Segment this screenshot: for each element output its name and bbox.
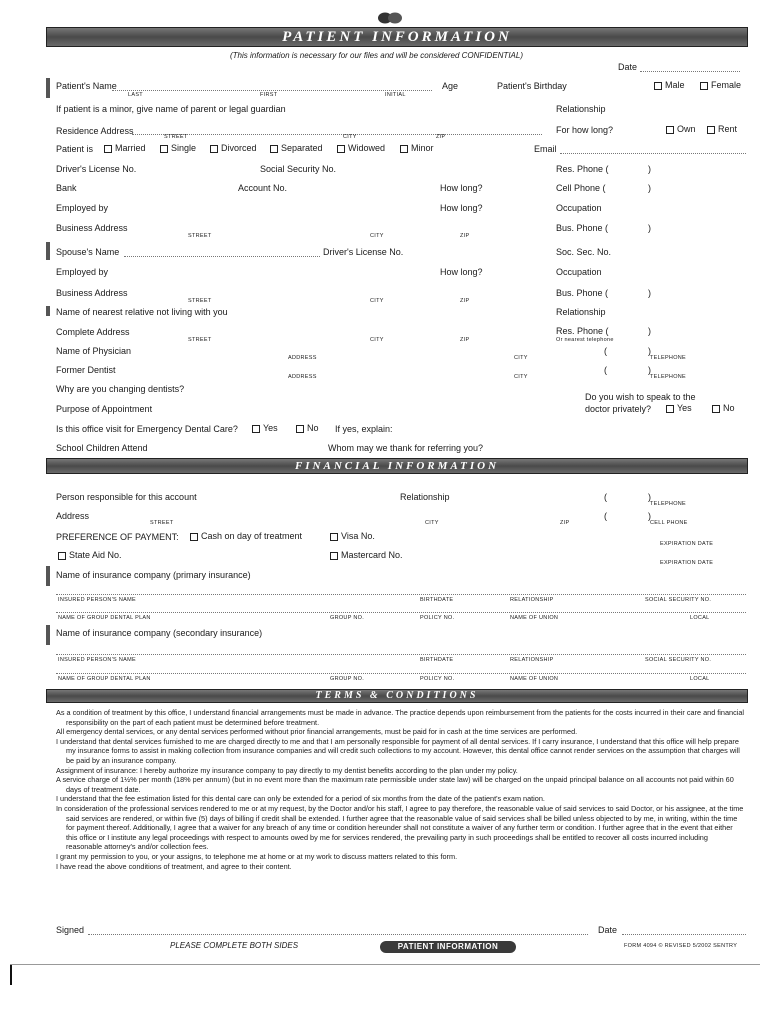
sub-label: POLICY NO. [420,615,455,621]
sub-label: RELATIONSHIP [510,597,554,603]
date-label: Date [618,62,638,72]
sub-label: LAST [128,92,143,98]
sub-label: CITY [370,337,384,343]
divorced-checkbox[interactable] [210,145,218,153]
sub-label: ZIP [436,134,446,140]
section-title: TERMS & CONDITIONS [315,690,479,701]
guardian-label: If patient is a minor, give name of parent or legal guardian [56,104,286,114]
birthday-label: Patient's Birthday [497,81,567,91]
cell-phone-label: Cell Phone ( [556,183,606,193]
state-aid-checkbox[interactable] [58,552,66,560]
sub-label: CELL PHONE [650,520,688,526]
paren: ) [648,223,651,233]
sub-label: GROUP NO. [330,676,365,682]
spouse-field[interactable] [124,256,320,257]
bus-phone-label: Bus. Phone ( [556,288,609,298]
option-label: No [307,423,319,433]
sub-label: NAME OF GROUP DENTAL PLAN [58,676,151,682]
option-label: Yes [677,403,692,413]
yes-checkbox[interactable] [666,405,674,413]
employed-label: Employed by [56,267,109,277]
sub-label: SOCIAL SECURITY NO. [645,597,712,603]
terms-text [56,708,746,871]
sub-label: STREET [188,233,212,239]
sub-label: POLICY NO. [420,676,455,682]
financial-banner [46,458,748,474]
signed-label: Signed [56,925,85,935]
sub-label: STREET [164,134,188,140]
terms-paragraph: Assignment of insurance: I hereby authorize my insurance company to pay directly to my dentist benefits according to the plan under my policy. [56,765,518,775]
relationship-label: Relationship [556,104,606,114]
section-title: FINANCIAL INFORMATION [294,460,500,472]
option-label: Yes [263,423,278,433]
option-label: Own [677,124,696,134]
paren: ) [648,365,651,375]
sub-label: INITIAL [385,92,406,98]
section-marker [46,566,50,586]
bus-phone-label: Bus. Phone ( [556,223,609,233]
page-title: PATIENT INFORMATION [282,29,512,45]
terms-paragraph: A service charge of 1½% per month (18% per annum) (but in no event more than the maximum rate permissible under state law) will be charged on the unpaid principal balance on all accounts not paid within 60 days of treatment date. [56,775,734,794]
sub-label: LOCAL [690,676,710,682]
yes-checkbox[interactable] [252,425,260,433]
edge-mark [10,965,12,985]
no-checkbox[interactable] [296,425,304,433]
nearest-relative-label: Name of nearest relative not living with you [56,307,228,317]
how-long-label: How long? [440,267,483,277]
male-option[interactable] [654,80,685,90]
primary-insurance-label: Name of insurance company (primary insurance) [56,570,251,580]
please-complete-note: PLEASE COMPLETE BOTH SIDES [170,941,299,950]
sub-label: LOCAL [690,615,710,621]
sub-label: ADDRESS [288,355,317,361]
option-label: State Aid No. [69,550,122,560]
terms-paragraph: In consideration of the professional services rendered to me or at my request, by the Doctor and/or his staff, I agree to pay therefore, the reasonable value of said services to said Doctor, or his assignee, at the time said services are rendered, or within five (5) days of billing if credit shall be extended. I further agree that the reasonable value of said services shall be billed unless objected to by me, in writing, within the time for payment thereof. Additionally, I agree that a waiver for any breach of any time or condition hereunder shall not constitute a waiver of any further term or condition. I further agree that in the event that either this office or I institute any legal proceedings with respect to amounts owed by me for services rendered, the prevailing party in such proceedings shall be entitled to recover all costs incurred including reasonable attorney's and/or collection fees. [56,803,744,852]
ssn-label: Social Security No. [260,164,337,174]
sub-label: RELATIONSHIP [510,657,554,663]
how-long-label: For how long? [556,125,614,135]
email-label: Email [534,144,557,154]
sub-label: TELEPHONE [650,501,687,507]
state-aid-option[interactable] [58,550,122,560]
paren: ( [604,346,607,356]
minor-checkbox[interactable] [400,145,408,153]
explain-label: If yes, explain: [335,424,393,434]
option-label: Single [171,143,197,153]
age-label: Age [442,81,459,91]
option-label: Married [115,143,146,153]
paren: ) [648,326,651,336]
cash-option[interactable] [190,531,302,541]
widowed-checkbox[interactable] [337,145,345,153]
soc-sec-label: Soc. Sec. No. [556,247,612,257]
terms-paragraph: I have read the above conditions of treatment, and agree to their content. [56,861,292,871]
option-label: Rent [718,124,738,134]
sub-label: NAME OF UNION [510,676,559,682]
separated-option[interactable] [270,143,323,153]
separated-checkbox[interactable] [270,145,278,153]
married-checkbox[interactable] [104,145,112,153]
terms-paragraph: I grant my permission to you, or your assigns, to telephone me at home or at my work to discuss matters related to this form. [56,851,458,861]
paren: ( [604,511,607,521]
sub-label: CITY [343,134,357,140]
date-field[interactable] [640,71,740,72]
option-label: Female [711,80,742,90]
former-dentist-label: Former Dentist [56,365,116,375]
payment-preference-label: PREFERENCE OF PAYMENT: [56,532,179,542]
occupation-label: Occupation [556,267,602,277]
speak-privately-label: Do you wish to speak to the [585,392,696,402]
section-marker [46,625,50,645]
sub-label: NAME OF GROUP DENTAL PLAN [58,615,151,621]
secondary-insurance-label: Name of insurance company (secondary insurance) [56,628,263,638]
paren: ) [648,492,651,502]
sub-label: CITY [425,520,439,526]
logo-icon [377,11,403,25]
email-field[interactable] [560,153,746,154]
signature-field[interactable] [88,934,588,935]
rent-option[interactable] [707,124,737,134]
patient-info-banner [46,27,748,47]
patient-name-label: Patient's Name [56,81,117,91]
sub-label: TELEPHONE [650,355,687,361]
mastercard-checkbox[interactable] [330,552,338,560]
account-label: Account No. [238,183,288,193]
license-label: Driver's License No. [56,164,137,174]
sub-label: CITY [370,298,384,304]
residence-field[interactable] [132,134,542,135]
sub-label: STREET [188,337,212,343]
terms-paragraph: I understand that the fee estimation listed for this dental care can only be extended for a period of six months from the date of the patient's exam nation. [56,794,545,804]
sub-label: ZIP [460,233,470,239]
patient-name-field[interactable] [112,90,432,91]
emergency-no-option[interactable] [296,423,319,433]
sub-label: INSURED PERSON'S NAME [58,657,136,663]
option-label: Minor [411,143,434,153]
sub-label: ADDRESS [288,374,317,380]
sub-label: BIRTHDATE [420,657,454,663]
sub-label: STREET [150,520,174,526]
speak-no-option[interactable] [712,403,735,413]
business-label: Business Address [56,288,128,298]
single-checkbox[interactable] [160,145,168,153]
minor-option[interactable] [400,143,434,153]
sub-label: CITY [370,233,384,239]
divorced-option[interactable] [210,143,257,153]
option-label: Visa No. [341,531,375,541]
insured-field[interactable] [56,594,746,595]
plan-field[interactable] [56,612,746,613]
why-changing-label: Why are you changing dentists? [56,384,185,394]
section-marker [46,78,50,98]
option-label: Divorced [221,143,257,153]
relationship-label: Relationship [556,307,606,317]
school-label: School Children Attend [56,443,148,453]
sub-label: INSURED PERSON'S NAME [58,597,136,603]
option-label: Widowed [348,143,386,153]
occupation-label: Occupation [556,203,602,213]
referring-label: Whom may we thank for referring you? [328,443,484,453]
single-option[interactable] [160,143,196,153]
form-name-pill: PATIENT INFORMATION [380,941,516,953]
how-long-label: How long? [440,203,483,213]
insured-field[interactable] [56,654,746,655]
own-checkbox[interactable] [666,126,674,134]
sign-date-field[interactable] [622,934,746,935]
visa-option[interactable] [330,531,375,541]
terms-banner [46,689,748,703]
mastercard-option[interactable] [330,550,403,560]
paren: ) [648,346,651,356]
sub-label: CITY [514,374,528,380]
terms-paragraph: I understand that dental services furnished to me are charged directly to me and that I am personally responsible for payment of all dental services. If I carry insurance, I understand that this office will help prepare my insurance forms to assist in making collection from insurance companies and will credit such collections to my account. However, this dental office cannot render services on the assumption that charges will be paid by an insurance company. [56,736,740,765]
sub-label: SOCIAL SECURITY NO. [645,657,712,663]
plan-field[interactable] [56,673,746,674]
option-label: Separated [281,143,323,153]
sub-label: EXPIRATION DATE [660,560,714,566]
section-marker [46,242,50,260]
section-marker [46,306,50,316]
bottom-rule [10,964,760,965]
spouse-license-label: Driver's License No. [323,247,404,257]
paren: ) [648,164,651,174]
option-label: No [723,403,735,413]
paren: ( [604,492,607,502]
purpose-label: Purpose of Appointment [56,404,153,414]
widowed-option[interactable] [337,143,385,153]
physician-label: Name of Physician [56,346,132,356]
sub-label: CITY [514,355,528,361]
married-option[interactable] [104,143,146,153]
responsible-person-label: Person responsible for this account [56,492,197,502]
rent-checkbox[interactable] [707,126,715,134]
sub-label: EXPIRATION DATE [660,541,714,547]
paren: ) [648,183,651,193]
res-phone-label: Res. Phone ( [556,164,609,174]
female-checkbox[interactable] [700,82,708,90]
complete-address-label: Complete Address [56,327,130,337]
female-option[interactable] [700,80,741,90]
sub-label: ZIP [460,298,470,304]
bank-label: Bank [56,183,77,193]
confidential-note: (This information is necessary for our files and will be considered CONFIDENTIAL) [230,51,523,60]
sub-label: STREET [188,298,212,304]
form-number: FORM 4094 © REVISED 5/2002 SENTRY [624,943,738,949]
paren: ( [604,365,607,375]
address-label: Address [56,511,90,521]
sub-label: TELEPHONE [650,374,687,380]
sub-label: GROUP NO. [330,615,365,621]
sub-label: ZIP [460,337,470,343]
employed-label: Employed by [56,203,109,213]
cash-checkbox[interactable] [190,533,198,541]
option-label: Male [665,80,685,90]
option-label: Mastercard No. [341,550,403,560]
sub-label: NAME OF UNION [510,615,559,621]
sub-label: Or nearest telephone [556,337,614,343]
emergency-label: Is this office visit for Emergency Dental Care? [56,424,238,434]
terms-paragraph: As a condition of treatment by this office, I understand financial arrangements must be made in advance. The practice depends upon reimbursement from the patients for the costs incurred in their care and financial responsibility on the part of each patient must be determined before treatment. [56,708,745,727]
paren: ) [648,511,651,521]
sub-label: ZIP [560,520,570,526]
relationship-label: Relationship [400,492,450,502]
paren: ) [648,288,651,298]
no-checkbox[interactable] [712,405,720,413]
sub-label: BIRTHDATE [420,597,454,603]
business-label: Business Address [56,223,128,233]
spouse-label: Spouse's Name [56,247,120,257]
sub-label: FIRST [260,92,278,98]
own-option[interactable] [666,124,696,134]
speak-privately-label: doctor privately? [585,404,652,414]
option-label: Cash on day of treatment [201,531,303,541]
residence-label: Residence Address [56,126,134,136]
speak-yes-option[interactable] [666,403,692,413]
emergency-yes-option[interactable] [252,423,278,433]
how-long-label: How long? [440,183,483,193]
terms-paragraph: All emergency dental services, or any dental services performed without prior financial arrangements, must be paid for in cash at the time services are performed. [56,727,578,737]
date-label: Date [598,925,618,935]
res-phone-label: Res. Phone ( [556,326,609,336]
visa-checkbox[interactable] [330,533,338,541]
male-checkbox[interactable] [654,82,662,90]
patient-is-label: Patient is [56,144,94,154]
